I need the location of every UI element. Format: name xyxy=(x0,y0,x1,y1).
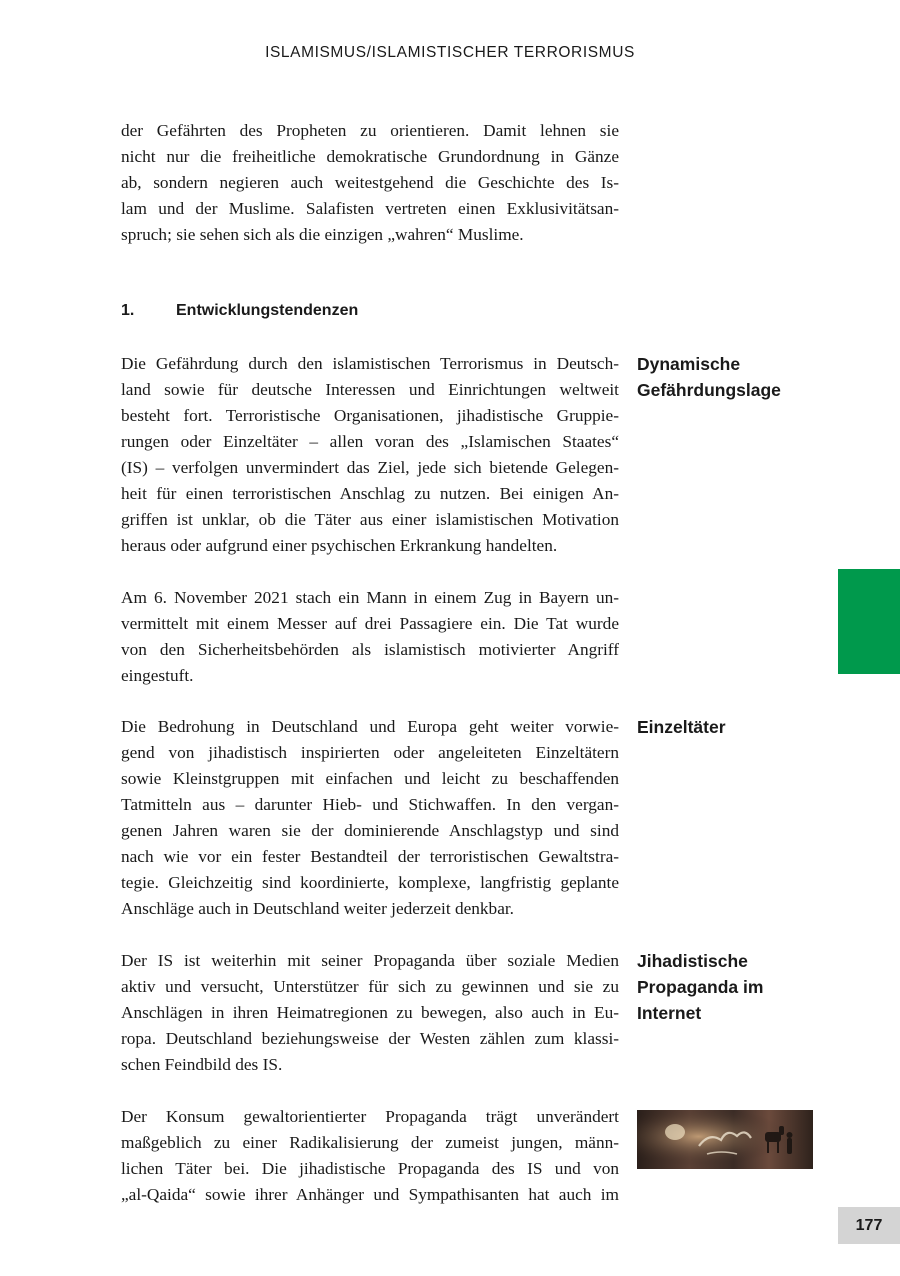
body-paragraph xyxy=(121,1104,619,1208)
text-line: Anschläge auch in Deutschland weiter jederzeit denkbar. xyxy=(121,899,514,918)
margin-note-line: Propaganda im xyxy=(637,977,764,997)
text-line: nach wie vor ein fester Bestandteil der terroristischen Gewaltstra- xyxy=(121,847,619,866)
text-line: Anschlägen in ihren Heimatregionen zu bewegen, also auch in Eu- xyxy=(121,1003,619,1022)
text-line: Tatmitteln aus – darunter Hieb- und Stichwaffen. In den vergan- xyxy=(121,795,619,814)
margin-note-line: Jihadistische xyxy=(637,951,748,971)
margin-note xyxy=(637,351,817,403)
text-line: (IS) – verfolgen unvermindert das Ziel, jede sich bietende Gelegen- xyxy=(121,458,619,477)
text-line: sowie Kleinstgruppen mit einfachen und leicht zu beschaffenden xyxy=(121,769,619,788)
text-line: ab, sondern negieren auch weitestgehend die Geschichte des Is- xyxy=(121,173,619,192)
text-line: maßgeblich zu einer Radikalisierung der zumeist jungen, männ- xyxy=(121,1133,619,1152)
text-line: nicht nur die freiheitliche demokratische Grundordnung in Gänze xyxy=(121,147,619,166)
text-line: von den Sicherheitsbehörden als islamistisch motivierter Angriff xyxy=(121,640,619,659)
text-line: spruch; sie sehen sich als die einzigen „wahren“ Muslime. xyxy=(121,225,524,244)
margin-note xyxy=(637,948,817,1026)
body-paragraph xyxy=(121,585,619,689)
text-line: besteht fort. Terroristische Organisationen, jihadistische Gruppie- xyxy=(121,406,619,425)
margin-note-line: Einzeltäter xyxy=(637,717,726,737)
text-line: Die Bedrohung in Deutschland und Europa geht weiter vorwie- xyxy=(121,717,619,736)
propaganda-image xyxy=(637,1110,813,1169)
text-line: der Gefährten des Propheten zu orientieren. Damit lehnen sie xyxy=(121,121,619,140)
body-paragraph xyxy=(121,714,619,922)
text-line: lichen Täter bei. Die jihadistische Propaganda des IS und von xyxy=(121,1159,619,1178)
text-line: schen Feindbild des IS. xyxy=(121,1055,283,1074)
text-line: heraus oder aufgrund einer psychischen Erkrankung handelten. xyxy=(121,536,558,555)
text-line: tegie. Gleichzeitig sind koordinierte, komplexe, langfristig geplante xyxy=(121,873,619,892)
section-title: Entwicklungstendenzen xyxy=(176,302,359,319)
text-line: Die Gefährdung durch den islamistischen Terrorismus in Deutsch- xyxy=(121,354,619,373)
margin-note-line: Dynamische xyxy=(637,354,741,374)
text-line: lam und der Muslime. Salafisten vertreten einen Exklusivitätsan- xyxy=(121,199,619,218)
text-line: aktiv und versucht, Unterstützer für sich zu gewinnen und sie zu xyxy=(121,977,619,996)
page-number: 177 xyxy=(838,1207,900,1244)
text-line: „al-Qaida“ sowie ihrer Anhänger und Sympathisanten hat auch im xyxy=(121,1185,619,1204)
text-line: griffen ist unklar, ob die Täter aus einer islamistischen Motivation xyxy=(121,510,619,529)
running-header: ISLAMISMUS/ISLAMISTISCHER TERRORISMUS xyxy=(265,44,635,61)
text-line: Der Konsum gewaltorientierter Propaganda trägt unverändert xyxy=(121,1107,619,1126)
text-line: heit für einen terroristischen Anschlag zu nutzen. Bei einigen An- xyxy=(121,484,619,503)
propaganda-image-illustration xyxy=(637,1110,813,1169)
margin-note-line: Gefährdungslage xyxy=(637,380,781,400)
margin-note-line: Internet xyxy=(637,1003,702,1023)
text-line: Der IS ist weiterhin mit seiner Propaganda über soziale Medien xyxy=(121,951,619,970)
section-number: 1. xyxy=(121,302,135,319)
chapter-tab xyxy=(838,569,900,674)
text-line: Am 6. November 2021 stach ein Mann in einem Zug in Bayern un- xyxy=(121,588,619,607)
body-paragraph xyxy=(121,948,619,1078)
text-line: vermittelt mit einem Messer auf drei Passagiere ein. Die Tat wurde xyxy=(121,614,619,633)
body-paragraph xyxy=(121,351,619,559)
text-line: ropa. Deutschland beziehungsweise der Westen zählen zum klassi- xyxy=(121,1029,619,1048)
text-line: gend von jihadistisch inspirierten oder angeleiteten Einzeltätern xyxy=(121,743,619,762)
text-line: rungen oder Einzeltäter – allen voran des „Islamischen Staates“ xyxy=(121,432,619,451)
margin-note xyxy=(637,714,817,740)
body-paragraph xyxy=(121,118,619,248)
text-line: genen Jahren waren sie der dominierende Anschlagstyp und sind xyxy=(121,821,619,840)
section-heading xyxy=(121,302,358,320)
text-line: eingestuft. xyxy=(121,666,194,685)
text-line: land sowie für deutsche Interessen und Einrichtungen weltweit xyxy=(121,380,619,399)
